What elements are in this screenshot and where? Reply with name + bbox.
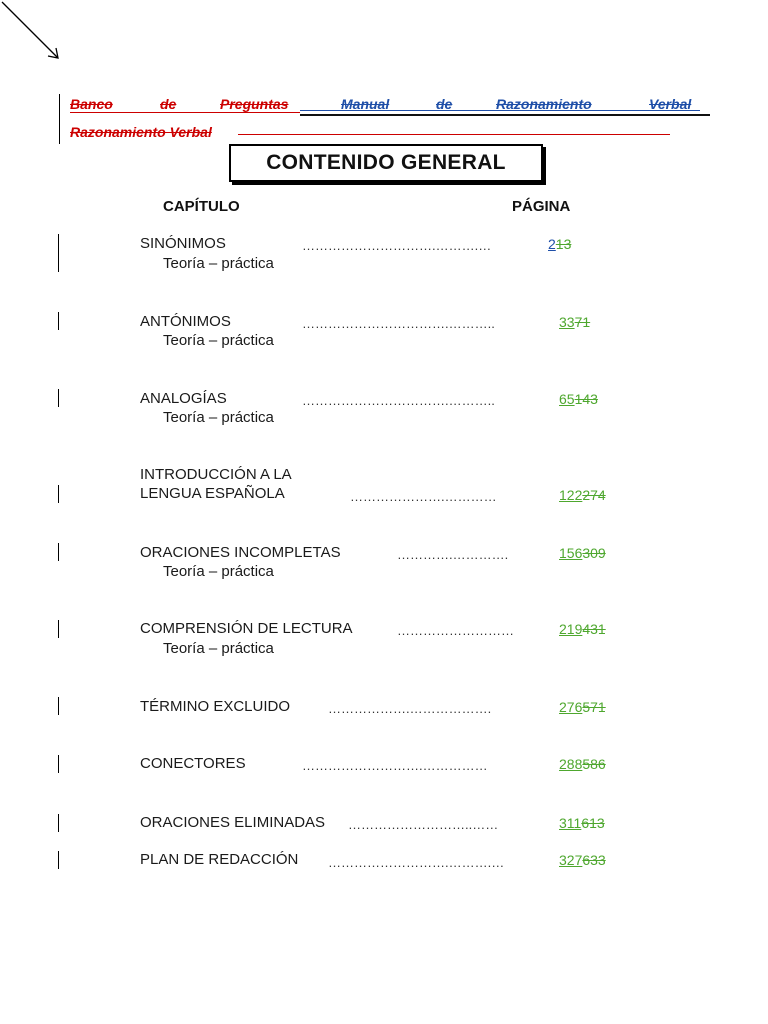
chapter-title: ORACIONES INCOMPLETAS xyxy=(140,544,341,561)
page-number[interactable] xyxy=(559,756,606,772)
leader-dots: ………………………….……….… xyxy=(302,238,492,253)
page-new: 65 xyxy=(559,391,575,407)
page-old: 143 xyxy=(574,391,598,407)
chapter-subtitle: Teoría – práctica xyxy=(163,409,274,426)
leader-dots: ……………………….……….… xyxy=(328,855,505,870)
leader-dots: ………………………..…… xyxy=(348,817,499,832)
page-new: 156 xyxy=(559,545,583,561)
chapter-title: TÉRMINO EXCLUIDO xyxy=(140,698,291,715)
page-number[interactable] xyxy=(559,852,606,868)
title-box xyxy=(229,144,543,182)
page-old: 13 xyxy=(555,236,572,252)
header-word: Banco xyxy=(70,96,113,112)
page-old: 613 xyxy=(581,815,605,831)
page-old: 71 xyxy=(574,314,591,330)
change-bar xyxy=(58,851,59,869)
chapter-subtitle: Teoría – práctica xyxy=(163,332,274,349)
page-new: 219 xyxy=(559,621,583,637)
change-bar xyxy=(58,697,59,715)
leader-dots: ………………….………… xyxy=(350,489,497,504)
page-number[interactable] xyxy=(559,621,606,637)
column-header-chapter: CAPÍTULO xyxy=(163,198,240,215)
header-rule xyxy=(300,114,710,116)
chapter-subtitle: Teoría – práctica xyxy=(163,640,274,657)
header-rule xyxy=(300,110,700,111)
page-number[interactable] xyxy=(559,391,598,407)
page-number[interactable] xyxy=(559,314,590,330)
page-number[interactable] xyxy=(548,236,597,252)
header-word: Verbal xyxy=(649,96,692,112)
page-number[interactable] xyxy=(559,815,605,831)
page-number[interactable] xyxy=(559,487,606,503)
leader-dots: ……………………….…………… xyxy=(302,758,488,773)
header-word: de xyxy=(160,96,177,112)
change-bar xyxy=(58,312,59,330)
chapter-title-line-2: LENGUA ESPAÑOLA xyxy=(140,485,285,502)
leader-dots: ………….…………. xyxy=(397,547,509,562)
page-old: 633 xyxy=(582,852,606,868)
chapter-title: COMPRENSIÓN DE LECTURA xyxy=(140,620,353,637)
change-bar xyxy=(58,814,59,832)
leader-dots: ……………….………………. xyxy=(328,701,492,716)
header-rule xyxy=(70,112,300,113)
header-word: Preguntas xyxy=(220,96,289,112)
change-bar xyxy=(58,234,59,272)
header-word: Manual xyxy=(341,96,390,112)
header-subtitle: Razonamiento Verbal xyxy=(70,124,212,140)
chapter-title: ANTÓNIMOS xyxy=(140,313,231,330)
page-old: 274 xyxy=(582,487,606,503)
header-word: Razonamiento xyxy=(496,96,592,112)
page-old: 586 xyxy=(582,756,606,772)
chapter-title: PLAN DE REDACCIÓN xyxy=(140,851,299,868)
chapter-title: INTRODUCCIÓN A LA xyxy=(140,466,292,483)
chapter-subtitle: Teoría – práctica xyxy=(163,255,274,272)
page-new: 288 xyxy=(559,756,583,772)
change-bar xyxy=(58,755,59,773)
leader-dots: …………………………….……….. xyxy=(302,316,495,331)
chapter-subtitle: Teoría – práctica xyxy=(163,563,274,580)
chapter-title: ANALOGÍAS xyxy=(140,390,227,407)
change-bar xyxy=(58,620,59,638)
change-bar xyxy=(58,389,59,407)
page-title: CONTENIDO GENERAL xyxy=(266,151,506,174)
page-new: 276 xyxy=(559,699,583,715)
page-number[interactable] xyxy=(559,699,606,715)
page-old: 571 xyxy=(582,699,606,715)
chapter-title: ORACIONES ELIMINADAS xyxy=(140,814,326,831)
chapter-title: SINÓNIMOS xyxy=(140,235,226,252)
page-new: 327 xyxy=(559,852,583,868)
header-word: de xyxy=(436,96,453,112)
chapter-title: CONECTORES xyxy=(140,755,246,772)
change-bar xyxy=(58,485,59,503)
page-new: 311 xyxy=(559,815,582,831)
page-new: 122 xyxy=(559,487,583,503)
page-new: 33 xyxy=(559,314,575,330)
column-header-page: PÁGINA xyxy=(512,198,571,215)
header-rule xyxy=(238,134,670,135)
page-old: 309 xyxy=(582,545,606,561)
leader-dots: …………………………….……….. xyxy=(302,393,495,408)
change-bar xyxy=(59,94,60,144)
page-new: 2 xyxy=(548,236,556,252)
arrow-icon xyxy=(0,0,70,70)
change-bar xyxy=(58,543,59,561)
page-old: 431 xyxy=(582,621,606,637)
leader-dots: ……………………… xyxy=(397,623,514,638)
page-number[interactable] xyxy=(559,545,606,561)
